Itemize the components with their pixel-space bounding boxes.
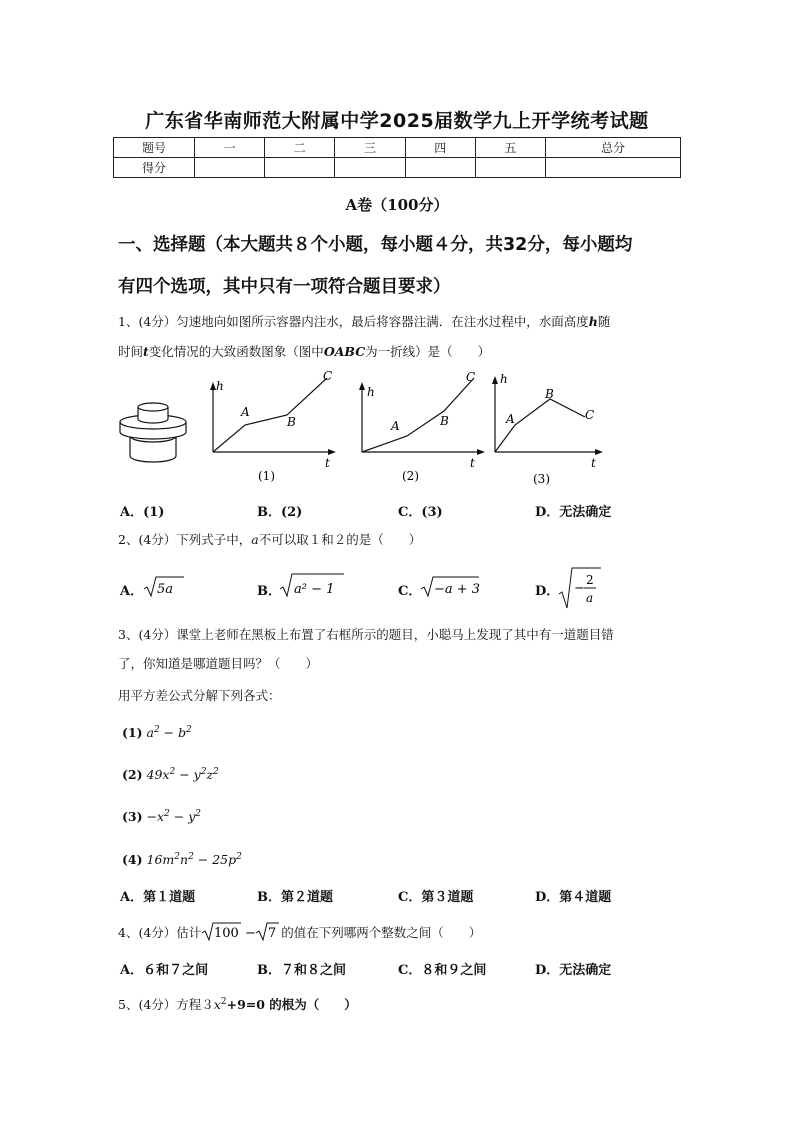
q3-item-expr: $-x^2 - y^2$ [146,809,201,825]
q1-line1 [118,314,688,330]
q1-text: 时间 [118,344,144,359]
q3-option-a: A．第１道题 [120,890,196,905]
q2-option-b-radical [278,570,348,600]
q1-text: 变化情况的大致函数图象（图中 [148,344,324,359]
q2-option-c-label: C． [398,584,422,599]
q1-option-a: A．(1) [120,505,165,520]
q5-stem [118,994,688,1013]
graph-2-point-b: B [440,414,449,428]
graph-3-x-label: t [591,456,596,470]
score-cell: 得分 [114,158,195,178]
graph-1 [203,368,343,486]
q2-option-a-radical [142,574,186,600]
graph-1-x-label: t [325,456,330,470]
score-cell [265,158,335,178]
score-cell: 五 [475,138,545,158]
q4-text: 4、(4分）估计 [118,925,202,940]
q4-radicals [201,921,281,943]
graph-2 [352,368,492,486]
graph-2-caption: (2) [402,469,419,483]
q3-item-label: (4) [122,852,143,868]
score-cell [195,158,265,178]
q5-exponent: 2 [220,997,227,1007]
q1-var-oabc: OABC [323,344,366,359]
q2-text: 不可以取１和２的是（ ） [258,532,422,547]
score-cell: 二 [265,138,335,158]
q2-option-b-expr: a² − 1 [294,582,335,597]
graph-1-point-a: A [241,405,250,419]
graph-3-caption: (3) [533,472,550,486]
q4-stem [118,921,688,943]
q4-radical-1: 100 [214,926,240,941]
q4-text: 的值在下列哪两个整数之间（ ） [281,925,482,940]
container-figure [118,398,188,466]
graph-3-point-c: C [585,408,595,422]
q5-text: +9=0 的根为（ ） [226,997,357,1013]
q3-item-4 [122,849,692,868]
section1-heading-line1: 一、选择题（本大题共８个小题，每小题４分，共32分，每小题均 [118,235,633,255]
q3-line2: 了，你知道是哪道题目吗？（ ） [118,656,319,671]
q2-var-a: a [251,532,259,547]
score-table [113,137,681,178]
q1-var-h: h [588,314,598,329]
q2-option-a-expr: 5a [157,582,174,597]
q2-option-a-label: A． [120,584,144,599]
graph-3-point-b: B [545,387,554,401]
q5-var-x: x [213,997,221,1013]
q4-option-d: D．无法确定 [535,963,612,978]
q1-text: 随 [597,314,611,329]
q3-option-b: B．第２道题 [257,890,333,905]
score-table-header-row [114,138,681,158]
q1-text: 为一折线）是（ ） [365,344,491,359]
graph-3-point-a: A [506,412,515,426]
q4-radical-2: 7 [268,926,277,941]
score-cell: 一 [195,138,265,158]
q2-option-d-den: a [586,591,594,605]
q3-item-expr: $16m^2n^2 - 25p^2$ [146,852,242,868]
q2-option-c-radical [419,574,481,600]
q3-option-c: C．第３道题 [398,890,474,905]
q2-option-d-radical [557,564,603,610]
section1-heading-line2: 有四个选项，其中只有一项符合题目要求） [118,277,451,297]
q4-option-c: C．８和９之间 [398,963,487,978]
score-cell [335,158,405,178]
graph-1-point-b: B [287,415,296,429]
q3-option-d: D．第４道题 [535,890,612,905]
q3-line3: 用平方差公式分解下列各式： [118,688,281,703]
score-cell: 四 [405,138,475,158]
graph-3 [485,368,610,486]
score-cell [405,158,475,178]
graph-1-point-c: C [323,369,333,383]
graph-1-caption: (1) [258,469,275,483]
graph-2-x-label: t [470,456,475,470]
q1-text: 1、(4分）匀速地向如图所示容器内注水，最后将容器注满．在注水过程中，水面高度 [118,314,589,329]
q2-option-d-minus: − [574,581,585,596]
graph-3-y-label: h [500,372,508,386]
section-a-heading: A卷（100分） [345,196,449,214]
q2-option-d-num: 2 [586,573,594,587]
q1-option-c: C．(3) [398,505,443,520]
graph-2-y-label: h [367,385,375,399]
graph-2-point-a: A [391,419,400,433]
q2-option-c-expr: −a + 3 [434,582,481,597]
graph-2-point-c: C [466,370,476,384]
q4-option-b: B．７和８之间 [257,963,346,978]
page-title: 广东省华南师范大附属中学2025届数学九上开学统考试题 [145,110,649,132]
q3-item-label: (3) [122,809,143,825]
q3-item-1 [122,722,692,741]
q4-minus: − [245,926,257,941]
q3-item-3 [122,806,692,825]
q1-var-t: t [143,344,149,359]
q2-text: 2、(4分）下列式子中， [118,532,252,547]
score-cell: 三 [335,138,405,158]
q2-option-b-label: B． [257,584,281,599]
q5-text: 5、(4分）方程３ [118,997,214,1013]
q3-item-label: (2) [122,767,143,783]
q2-option-d-label: D． [535,584,560,599]
q3-item-expr: $49x^2 - y^2z^2$ [146,767,219,783]
q3-line1: 3、(4分）课堂上老师在黑板上布置了右框所示的题目，小聪马上发现了其中有一道题目错 [118,627,614,642]
q3-item-2 [122,764,692,783]
q1-option-b: B．(2) [257,505,303,520]
q3-item-expr: $a^2 - b^2$ [146,725,192,741]
q1-option-d: D．无法确定 [535,505,612,520]
score-cell [546,158,681,178]
q3-item-label: (1) [122,725,143,741]
q1-line2 [118,344,688,360]
score-cell [475,158,545,178]
score-table-score-row [114,158,681,178]
score-cell: 题号 [114,138,195,158]
graph-1-y-label: h [216,379,224,393]
q4-option-a: A．６和７之间 [120,963,209,978]
q2-stem [118,532,688,548]
score-cell: 总分 [546,138,681,158]
